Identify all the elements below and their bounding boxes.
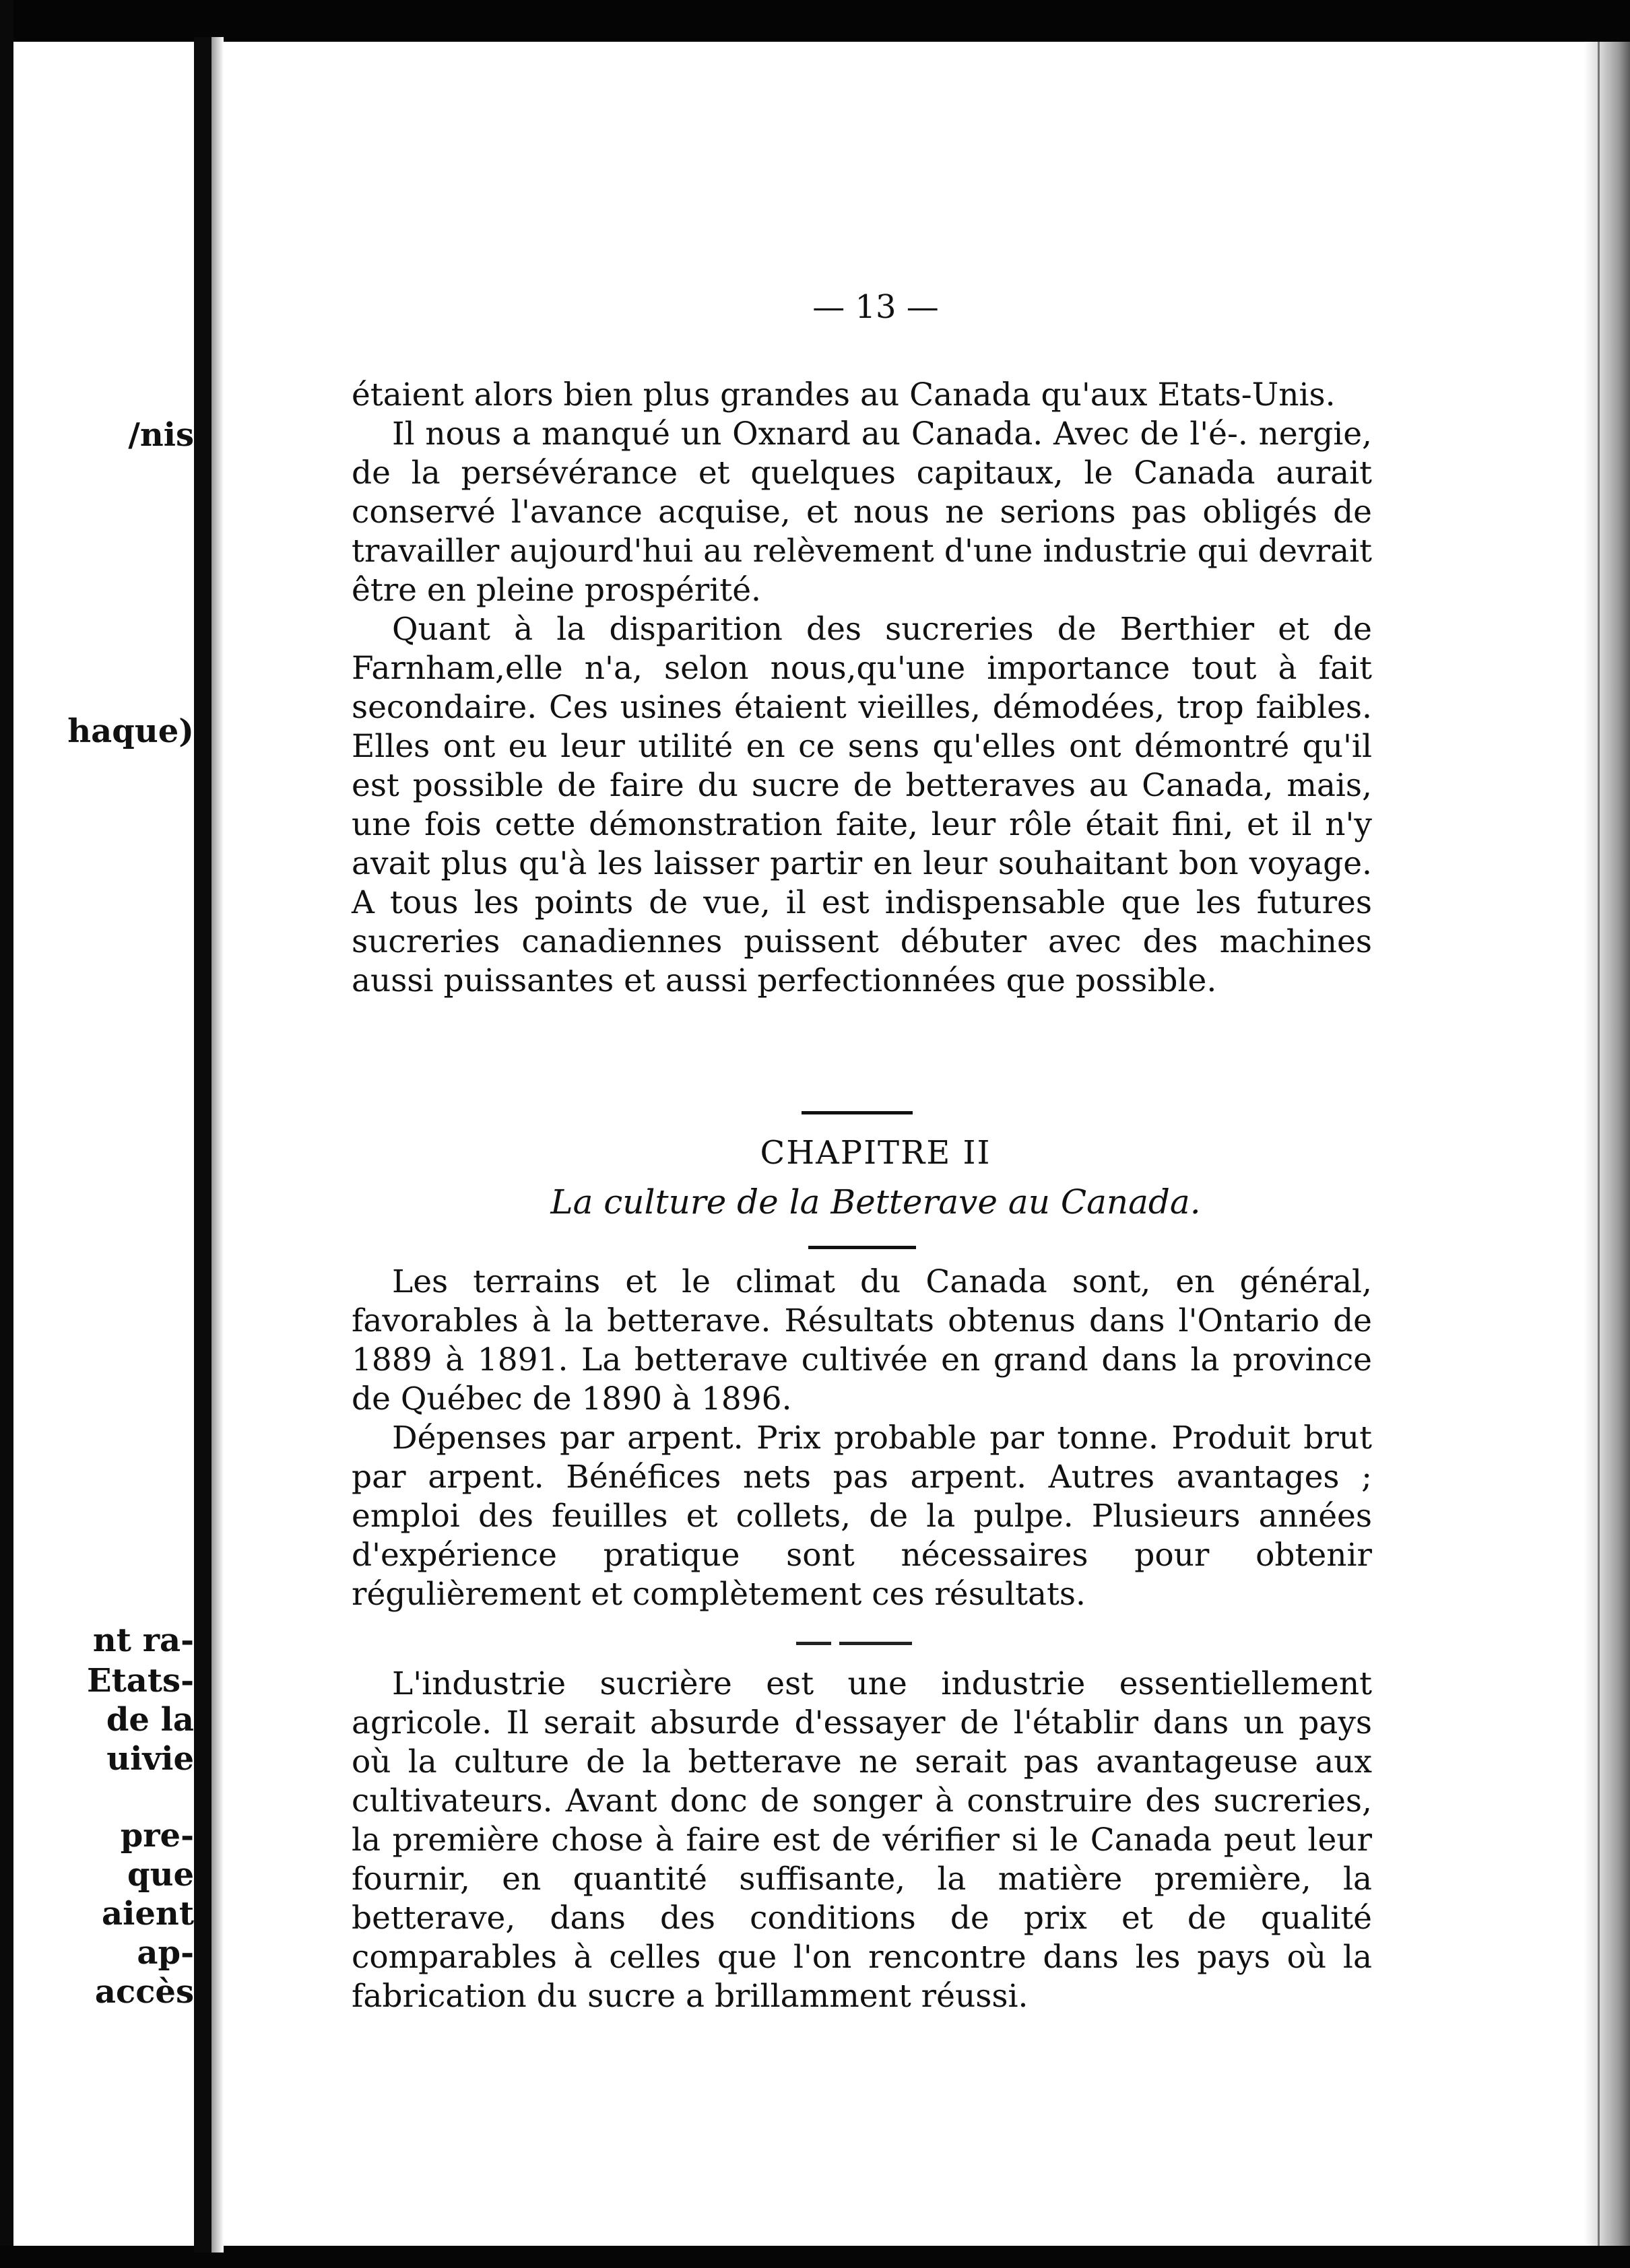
paragraph: Les terrains et le climat du Canada sont, en général, favorables à la betterave. Résultats obtenus dans l'Ontario de 1889 à 1891. La betterave cultivée en grand dans la province de Québec de 1890 à 1896. xyxy=(352,1263,1372,1418)
scan-bottom-border xyxy=(0,2246,1630,2268)
body-text-main xyxy=(352,1665,1372,2016)
left-fragment: que xyxy=(127,1856,194,1894)
left-fragment: accès xyxy=(94,1973,194,2011)
left-fragment: Etats- xyxy=(87,1662,194,1700)
book-spine-shadow xyxy=(211,37,224,2253)
book-spine xyxy=(194,37,211,2253)
left-fragment: nt ra- xyxy=(92,1622,194,1659)
page-number: — 13 — xyxy=(812,288,939,326)
section-rule xyxy=(808,1246,916,1249)
left-fragment: de la xyxy=(106,1701,194,1739)
paragraph: étaient alors bien plus grandes au Canada qu'aux Etats-Unis. xyxy=(352,376,1336,413)
paragraph: L'industrie sucrière est une industrie essentiellement agricole. Il serait absurde d'essayer de l'établir dans un pays où la culture de la betterave ne serait pas avantageuse aux cultivateurs. Avant donc de songer à construire des sucreries, la première chose à faire est de vérifier si le Canada peut leur fournir, en quantité suffisante, la matière première, la betterave, dans des conditions de prix et de qualité comparables à celles que l'on rencontre dans les pays où la fabrication du sucre a brillamment réussi. xyxy=(352,1665,1372,2015)
body-text-top xyxy=(352,376,1372,1001)
page-right-edge xyxy=(1584,42,1630,2246)
section-rule xyxy=(796,1642,831,1645)
left-fragment: uivie xyxy=(106,1740,194,1778)
scan-top-border xyxy=(0,0,1630,42)
paragraph: Il nous a manqué un Oxnard au Canada. Avec de l'é-. nergie, de la persévérance et quelques capitaux, le Canada aurait conservé l'avance acquise, et nous ne serions pas obligés de travailler aujourd'hui au relèvement d'une industrie qui devrait être en pleine prospérité. xyxy=(352,415,1372,609)
paragraph: Quant à la disparition des sucreries de Berthier et de Farnham,elle n'a, selon nous,qu'une importance tout à fait secondaire. Ces usines étaient vieilles, démodées, trop faibles. Elles ont eu leur utilité en ce sens qu'elles ont démontré qu'il est possible de faire du sucre de betteraves au Canada, mais, une fois cette démonstration faite, leur rôle était fini, et il n'y avait plus qu'à les laisser partir en leur souhaitant bon voyage. A tous les points de vue, il est indispensable que les futures sucreries canadiennes puissent débuter avec des machines aussi puissantes et aussi perfectionnées que possible. xyxy=(352,611,1372,999)
left-fragment: ap- xyxy=(137,1934,194,1972)
section-rule xyxy=(839,1642,912,1645)
chapter-title: CHAPITRE II xyxy=(760,1134,991,1172)
scan-left-border xyxy=(0,0,13,2268)
left-fragment: haque) xyxy=(67,712,194,750)
chapter-subtitle: La culture de la Betterave au Canada. xyxy=(550,1182,1201,1222)
left-fragment: aient xyxy=(102,1895,194,1933)
chapter-summary xyxy=(352,1263,1372,1614)
page-right-edge-line xyxy=(1598,42,1600,2246)
left-fragment: /nis xyxy=(128,416,194,454)
left-page-fragment xyxy=(13,42,194,2246)
left-fragment: pre- xyxy=(120,1817,194,1855)
paragraph: Dépenses par arpent. Prix probable par tonne. Produit brut par arpent. Bénéfices nets pas arpent. Autres avantages ; emploi des feuilles et collets, de la pulpe. Plusieurs années d'expérience pratique sont nécessaires pour obtenir régulièrement et complètement ces résultats. xyxy=(352,1420,1372,1613)
section-rule xyxy=(802,1111,913,1114)
